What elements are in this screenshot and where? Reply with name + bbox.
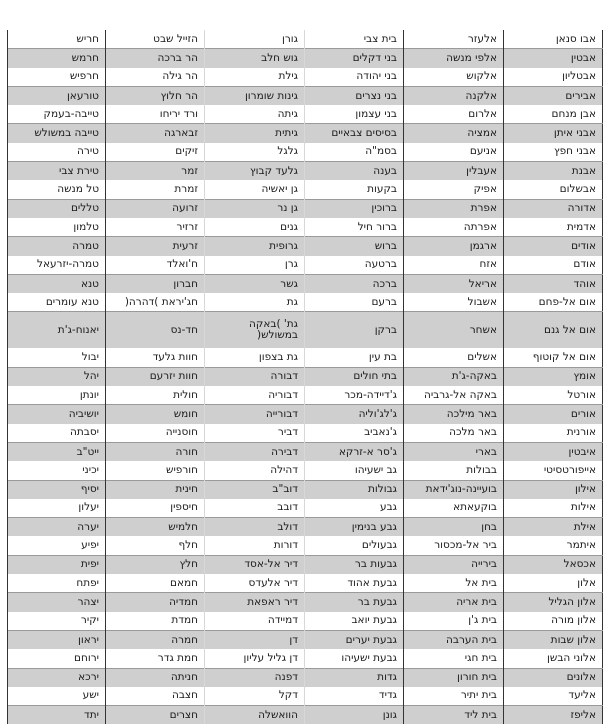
table-cell: אפרת — [404, 199, 504, 218]
table-cell: גונן — [305, 706, 404, 724]
table-cell: טל מנשה — [8, 180, 106, 199]
table-row — [8, 180, 603, 199]
table-cell: באר מלכה — [404, 424, 504, 443]
table-cell: בית חורון — [404, 668, 504, 687]
table-cell: חריש — [8, 30, 106, 49]
table-cell: זיקים — [106, 143, 205, 162]
table-cell: יאנוח-ג'ת — [8, 312, 106, 349]
table-cell: גת בצפון — [205, 348, 305, 367]
table-cell: בסמ"ה — [305, 143, 404, 162]
table-cell: גבולות — [305, 480, 404, 499]
table-cell: גבע — [305, 499, 404, 518]
table-cell: גבעולים — [305, 536, 404, 555]
table-cell: אום אל גנם — [504, 312, 603, 349]
table-cell: אלפי מנשה — [404, 49, 504, 68]
table-row — [8, 405, 603, 424]
table-cell: אייפורטסיטי — [504, 461, 603, 480]
table-row — [8, 49, 603, 68]
table-cell: דן — [205, 630, 305, 649]
table-cell: אדמית — [504, 218, 603, 237]
table-cell: בחן — [404, 518, 504, 537]
table-cell: גיתית — [205, 124, 305, 143]
table-row — [8, 274, 603, 293]
table-cell: גת' )באקה במשולש( — [205, 312, 305, 349]
table-cell: אום אל קוטוף — [504, 348, 603, 367]
table-cell: טמרה — [8, 237, 106, 256]
table-cell: אלקוש — [404, 68, 504, 87]
table-cell: דיר ראפאת — [205, 593, 305, 612]
table-cell: אשבול — [404, 293, 504, 312]
table-row — [8, 442, 603, 461]
table-row — [8, 706, 603, 724]
table-cell: איתמר — [504, 536, 603, 555]
table-cell: יפית — [8, 555, 106, 574]
table-cell: גבע בנימין — [305, 518, 404, 537]
table-cell: אדורה — [504, 199, 603, 218]
table-cell: יצהר — [8, 593, 106, 612]
table-cell: חינית — [106, 480, 205, 499]
table-cell: גבעת אהוד — [305, 574, 404, 593]
table-cell: דבורה — [205, 367, 305, 386]
table-cell: טלמון — [8, 218, 106, 237]
table-cell: בקעות — [305, 180, 404, 199]
table-cell: הר ברכה — [106, 49, 205, 68]
table-cell: דבורייה — [205, 405, 305, 424]
table-cell: אבו סנאן — [504, 30, 603, 49]
table-cell: יכיני — [8, 461, 106, 480]
table-cell: אבן מנחם — [504, 105, 603, 124]
table-cell: טללים — [8, 199, 106, 218]
table-cell: דבירה — [205, 442, 305, 461]
table-row — [8, 68, 603, 87]
table-cell: דורות — [205, 536, 305, 555]
table-cell: חג'יראת )דהרה( — [106, 293, 205, 312]
table-row — [8, 593, 603, 612]
table-row — [8, 499, 603, 518]
table-cell: חוות גלעד — [106, 348, 205, 367]
table-cell: גילת — [205, 68, 305, 87]
table-cell: זרזיר — [106, 218, 205, 237]
table-cell: אוהד — [504, 274, 603, 293]
table-cell: אעבלין — [404, 162, 504, 181]
table-cell: בוקעאתא — [404, 499, 504, 518]
table-cell: דיר אל-אסד — [205, 555, 305, 574]
table-cell: אורים — [504, 405, 603, 424]
table-cell: חלף — [106, 536, 205, 555]
table-cell: ברטעה — [305, 256, 404, 275]
table-cell: חלץ — [106, 555, 205, 574]
table-cell: חוות יזרעם — [106, 367, 205, 386]
table-cell: ברוש — [305, 237, 404, 256]
table-cell: דביר — [205, 424, 305, 443]
table-cell: בני נצרים — [305, 86, 404, 105]
table-cell: חמדיה — [106, 593, 205, 612]
table-cell: דוב"ב — [205, 480, 305, 499]
table-cell: זמרת — [106, 180, 205, 199]
table-cell: זרעית — [106, 237, 205, 256]
table-cell: אומץ — [504, 367, 603, 386]
table-row — [8, 536, 603, 555]
table-cell: דקל — [205, 687, 305, 706]
table-cell: אורטל — [504, 386, 603, 405]
table-cell: חצבה — [106, 687, 205, 706]
table-cell: גבעת בר — [305, 593, 404, 612]
table-cell: אליעד — [504, 687, 603, 706]
table-cell: הר חלוץ — [106, 86, 205, 105]
table-cell: דבוריה — [205, 386, 305, 405]
table-cell: טירה — [8, 143, 106, 162]
table-cell: יראון — [8, 630, 106, 649]
table-cell: ברוכין — [305, 199, 404, 218]
table-cell: אשלים — [404, 348, 504, 367]
table-cell: חלמיש — [106, 518, 205, 537]
table-cell: אבטליון — [504, 68, 603, 87]
table-cell: ברעם — [305, 293, 404, 312]
table-cell: יקיר — [8, 612, 106, 631]
table-cell: חמת גדר — [106, 649, 205, 668]
table-cell: טמרה-יזרעאל — [8, 256, 106, 275]
table-cell: דיר אלעדס — [205, 574, 305, 593]
table-body — [8, 30, 603, 724]
table-cell: גרן — [205, 256, 305, 275]
table-cell: בית אריה — [404, 593, 504, 612]
table-cell: אודים — [504, 237, 603, 256]
table-cell: חמדת — [106, 612, 205, 631]
table-cell: אודם — [504, 256, 603, 275]
table-cell: בית ג'ן — [404, 612, 504, 631]
table-cell: דפנה — [205, 668, 305, 687]
table-cell: ברכה — [305, 274, 404, 293]
table-cell: ייט"ב — [8, 442, 106, 461]
table-cell: אליפז — [504, 706, 603, 724]
table-cell: חורפיש — [106, 461, 205, 480]
table-cell: חברון — [106, 274, 205, 293]
table-row — [8, 293, 603, 312]
table-cell: הר גילה — [106, 68, 205, 87]
localities-table — [7, 30, 603, 724]
table-cell: דהילה — [205, 461, 305, 480]
table-cell: ג'דיידה-מכר — [305, 386, 404, 405]
table-cell: אזח — [404, 256, 504, 275]
table-cell: ברקן — [305, 312, 404, 349]
table-cell: גת — [205, 293, 305, 312]
table-cell: אפיק — [404, 180, 504, 199]
table-cell: אכסאל — [504, 555, 603, 574]
table-cell: ירוחם — [8, 649, 106, 668]
table-cell: בני עצמון — [305, 105, 404, 124]
table-cell: אמציה — [404, 124, 504, 143]
table-cell: גלגל — [205, 143, 305, 162]
table-cell: חולית — [106, 386, 205, 405]
table-cell: אלונים — [504, 668, 603, 687]
table-row — [8, 480, 603, 499]
table-cell: דובב — [205, 499, 305, 518]
table-row — [8, 86, 603, 105]
table-row — [8, 162, 603, 181]
table-cell: בית חגי — [404, 649, 504, 668]
table-cell: בית אל — [404, 574, 504, 593]
table-cell: אלון שבות — [504, 630, 603, 649]
table-row — [8, 461, 603, 480]
table-cell: ירכא — [8, 668, 106, 687]
table-cell: ישע — [8, 687, 106, 706]
table-cell: ג'לג'וליה — [305, 405, 404, 424]
table-cell: זרועה — [106, 199, 205, 218]
table-cell: יסיף — [8, 480, 106, 499]
table-cell: ורד יריחו — [106, 105, 205, 124]
table-cell: הוואשלה — [205, 706, 305, 724]
table-cell: חומש — [106, 405, 205, 424]
table-cell: אבני חפץ — [504, 143, 603, 162]
table-cell: יהל — [8, 367, 106, 386]
table-row — [8, 199, 603, 218]
table-cell: חרפיש — [8, 68, 106, 87]
table-cell: גן נר — [205, 199, 305, 218]
table-cell: טנא עומרים — [8, 293, 106, 312]
table-cell: בסיסים צבאיים — [305, 124, 404, 143]
table-cell: גוש חלב — [205, 49, 305, 68]
table-row — [8, 668, 603, 687]
table-cell: אילון — [504, 480, 603, 499]
table-cell: גדיד — [305, 687, 404, 706]
table-cell: אשחר — [404, 312, 504, 349]
table-cell: דן גליל עליון — [205, 649, 305, 668]
table-row — [8, 256, 603, 275]
table-row — [8, 518, 603, 537]
table-cell: חוסנייה — [106, 424, 205, 443]
table-row — [8, 237, 603, 256]
table-cell: אלעזר — [404, 30, 504, 49]
table-cell: ג'נאביב — [305, 424, 404, 443]
table-cell: אריאל — [404, 274, 504, 293]
table-cell: ארגמן — [404, 237, 504, 256]
table-cell: חמאם — [106, 574, 205, 593]
table-row — [8, 30, 603, 49]
table-cell: אורנית — [504, 424, 603, 443]
table-cell: בבולות — [404, 461, 504, 480]
table-row — [8, 555, 603, 574]
table-cell: אבטין — [504, 49, 603, 68]
table-cell: יפיע — [8, 536, 106, 555]
table-cell: גלעד קבוץ — [205, 162, 305, 181]
table-cell: אלון הגליל — [504, 593, 603, 612]
table-cell: טורעאן — [8, 86, 106, 105]
table-cell: בת עין — [305, 348, 404, 367]
table-cell: אבשלום — [504, 180, 603, 199]
table-cell: דולב — [205, 518, 305, 537]
table-cell: אום אל-פחם — [504, 293, 603, 312]
table-cell: גבעת ישעיהו — [305, 649, 404, 668]
table-row — [8, 218, 603, 237]
table-cell: חורה — [106, 442, 205, 461]
table-row — [8, 630, 603, 649]
table-cell: טייבה-בעמק — [8, 105, 106, 124]
table-cell: גדות — [305, 668, 404, 687]
table-cell: יפתח — [8, 574, 106, 593]
table-cell: חמרה — [106, 630, 205, 649]
table-cell: בית ליד — [404, 706, 504, 724]
table-cell: גינות שומרון — [205, 86, 305, 105]
table-cell: יסבתה — [8, 424, 106, 443]
table-cell: באר מילכה — [404, 405, 504, 424]
table-cell: בארי — [404, 442, 504, 461]
table-cell: זמר — [106, 162, 205, 181]
table-cell: גשר — [205, 274, 305, 293]
table-cell: חניתה — [106, 668, 205, 687]
table-cell: ח'ואלד — [106, 256, 205, 275]
table-row — [8, 105, 603, 124]
table-cell: אלון — [504, 574, 603, 593]
table-cell: טייבה במשולש — [8, 124, 106, 143]
table-row — [8, 687, 603, 706]
table-cell: אלון מורה — [504, 612, 603, 631]
table-cell: איבטין — [504, 442, 603, 461]
table-cell: יבול — [8, 348, 106, 367]
table-cell: אפרתה — [404, 218, 504, 237]
table-row — [8, 143, 603, 162]
table-cell: בועיינה-נוג'ידאת — [404, 480, 504, 499]
table-row — [8, 124, 603, 143]
table-cell: אילת — [504, 518, 603, 537]
table-cell: אבני איתן — [504, 124, 603, 143]
table-cell: יושיביה — [8, 405, 106, 424]
table-cell: אבירים — [504, 86, 603, 105]
table-cell: אלקנה — [404, 86, 504, 105]
table-cell: בני יהודה — [305, 68, 404, 87]
table-cell: בענה — [305, 162, 404, 181]
table-cell: ביר אל-מכסור — [404, 536, 504, 555]
table-cell: אלוני הבשן — [504, 649, 603, 668]
table-cell: בני דקלים — [305, 49, 404, 68]
table-cell: יונתן — [8, 386, 106, 405]
table-row — [8, 386, 603, 405]
table-cell: באקה אל-גרביה — [404, 386, 504, 405]
table-cell: בית צבי — [305, 30, 404, 49]
table-cell: גנים — [205, 218, 305, 237]
table-cell: אניעם — [404, 143, 504, 162]
table-row — [8, 312, 603, 349]
table-cell: ג'סר א-זרקא — [305, 442, 404, 461]
table-cell: יעלון — [8, 499, 106, 518]
table-cell: חיספין — [106, 499, 205, 518]
table-cell: יערה — [8, 518, 106, 537]
table-row — [8, 574, 603, 593]
table-cell: חצרים — [106, 706, 205, 724]
table-cell: אבנת — [504, 162, 603, 181]
table-cell: גן יאשיה — [205, 180, 305, 199]
table-cell: בית יתיר — [404, 687, 504, 706]
table-cell: זבארגה — [106, 124, 205, 143]
table-cell: גבעות בר — [305, 555, 404, 574]
table-cell: טירת צבי — [8, 162, 106, 181]
table-cell: הזייל שבט — [106, 30, 205, 49]
table-cell: דמיידה — [205, 612, 305, 631]
table-cell: חרמש — [8, 49, 106, 68]
table-cell: באקה-ג'ת — [404, 367, 504, 386]
table-cell: חד-נס — [106, 312, 205, 349]
table-cell: בית הערבה — [404, 630, 504, 649]
table-row — [8, 348, 603, 367]
table-cell: ברור חיל — [305, 218, 404, 237]
table-row — [8, 649, 603, 668]
table-cell: טנא — [8, 274, 106, 293]
table-cell: בתי חולים — [305, 367, 404, 386]
table-cell: בירייה — [404, 555, 504, 574]
table-cell: גרופית — [205, 237, 305, 256]
table-row — [8, 367, 603, 386]
table-row — [8, 424, 603, 443]
table-cell: יתד — [8, 706, 106, 724]
table-cell: אלרום — [404, 105, 504, 124]
table-cell: גיתה — [205, 105, 305, 124]
table-cell: גבעת יערים — [305, 630, 404, 649]
table-cell: גב ישעיהו — [305, 461, 404, 480]
table-cell: גבעת יואב — [305, 612, 404, 631]
table-row — [8, 612, 603, 631]
table-cell: גורן — [205, 30, 305, 49]
table-cell: אילות — [504, 499, 603, 518]
